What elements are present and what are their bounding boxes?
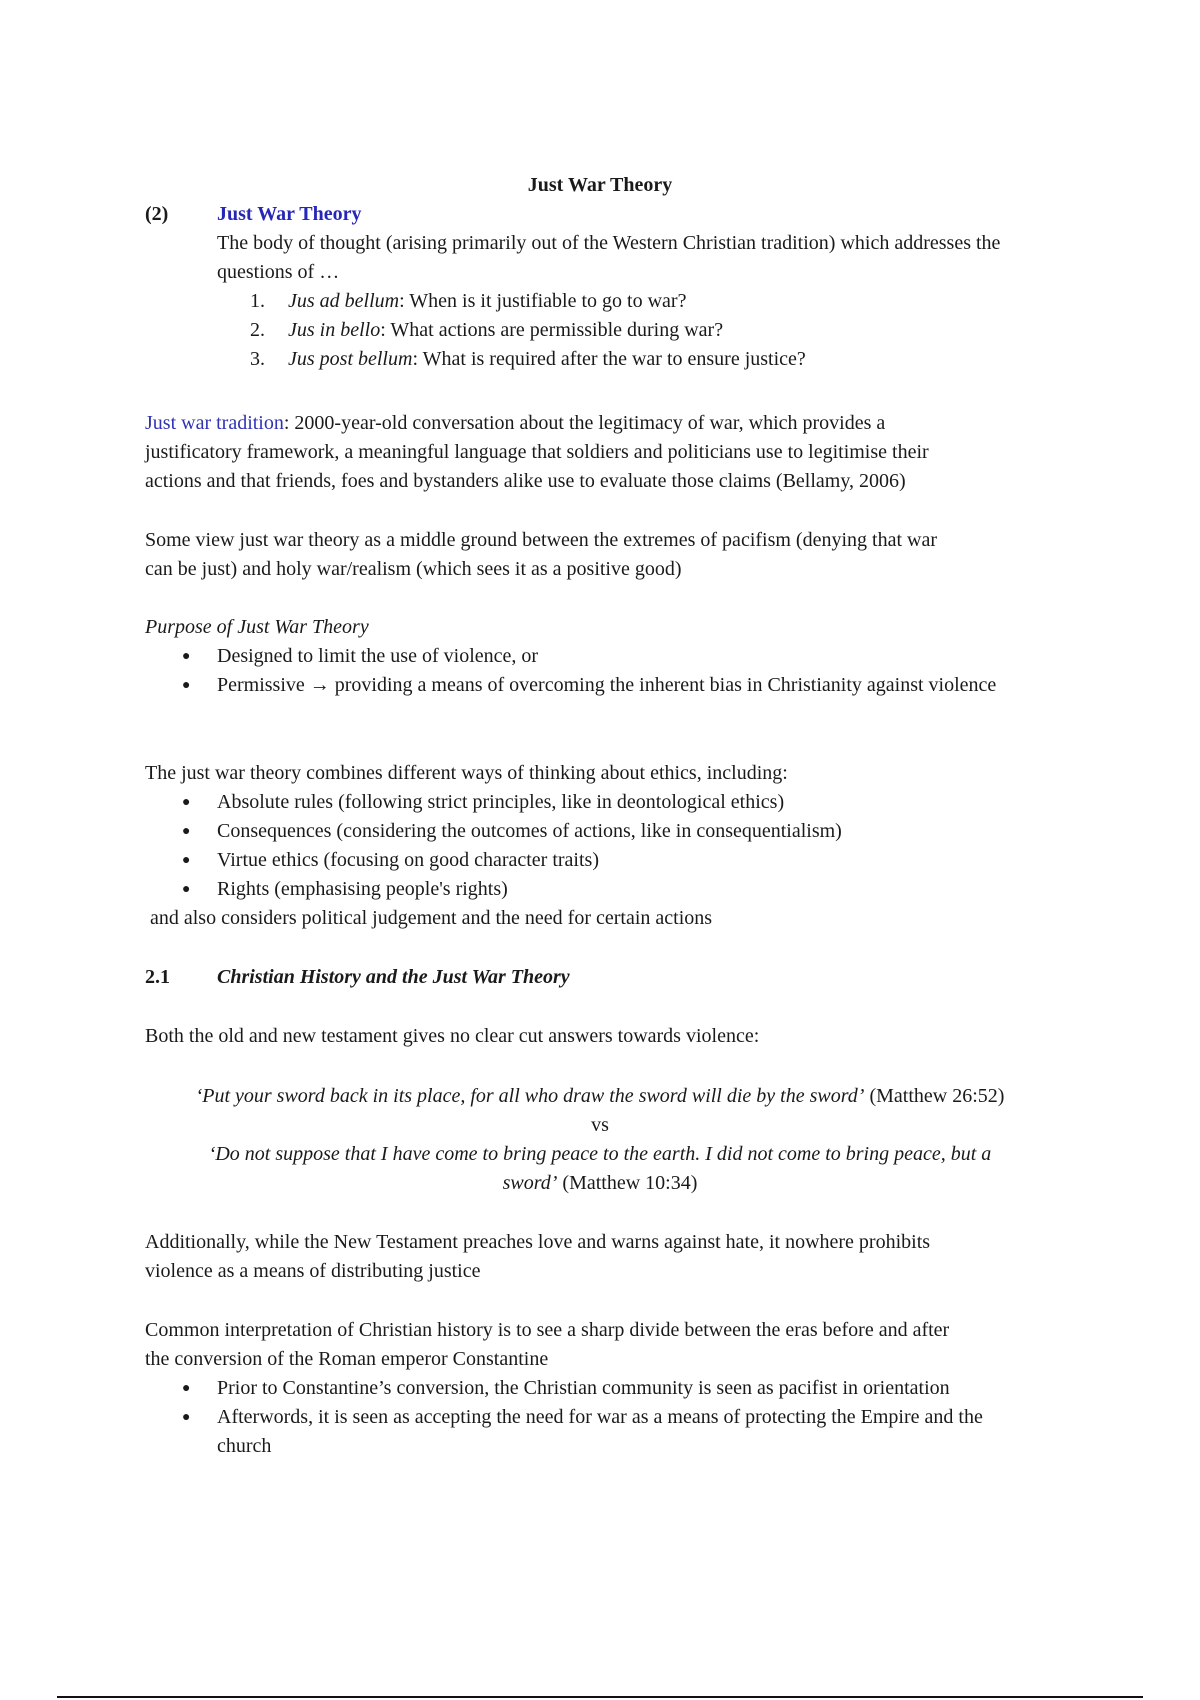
quote-line — [145, 1082, 1055, 1111]
question-term: Jus in bello — [288, 319, 381, 341]
middle-ground-line: can be just) and holy war/realism (which sees it as a positive good) — [145, 558, 682, 580]
subsection-heading: Christian History and the Just War Theory — [217, 966, 570, 988]
bullet-icon: ● — [182, 824, 191, 839]
versus-label: vs — [591, 1114, 609, 1136]
question-text: : When is it justifiable to go to war? — [399, 290, 687, 312]
question-term: Jus post bellum — [288, 348, 413, 370]
tradition-text: : 2000-year-old conversation about the legitimacy of war, which provides a — [283, 412, 886, 434]
quote-reference: (Matthew 10:34) — [557, 1172, 698, 1194]
list-item-text: Absolute rules (following strict principles, like in deontological ethics) — [217, 791, 785, 813]
tradition-line: justificatory framework, a meaningful language that soldiers and politicians use to legitimise their — [145, 441, 929, 463]
question-number: 1. — [250, 290, 265, 312]
quote-line — [145, 1169, 1055, 1198]
interpretation-line: Common interpretation of Christian history is to see a sharp divide between the eras before and after — [145, 1319, 950, 1341]
question-text: : What is required after the war to ensure justice? — [412, 348, 806, 370]
question-text: : What actions are permissible during war? — [380, 319, 724, 341]
footer-rule — [57, 1696, 1143, 1698]
question-item — [250, 287, 1050, 316]
ethics-outro: and also considers political judgement and the need for certain actions — [150, 907, 713, 929]
question-term: Jus ad bellum — [288, 290, 400, 312]
question-number: 2. — [250, 319, 265, 341]
ethics-intro: The just war theory combines different ways of thinking about ethics, including: — [145, 762, 788, 784]
question-number: 3. — [250, 348, 265, 370]
section-intro: The body of thought (arising primarily out of the Western Christian tradition) which addresses the questions of … — [217, 232, 1001, 283]
bullet-icon: ● — [182, 853, 191, 868]
additionally-line: violence as a means of distributing justice — [145, 1260, 481, 1282]
question-item — [250, 316, 1050, 345]
list-item-text: Designed to limit the use of violence, or — [217, 645, 539, 667]
bullet-icon: ● — [182, 882, 191, 897]
list-item-text: Permissive → providing a means of overcoming the inherent bias in Christianity against violence — [217, 674, 997, 696]
list-item-text: Consequences (considering the outcomes of actions, like in consequentialism) — [217, 820, 842, 842]
section-number: (2) — [145, 203, 169, 225]
section-heading: Just War Theory — [217, 203, 362, 225]
list-item-text: Afterwords, it is seen as accepting the need for war as a means of protecting the Empire and the church — [217, 1406, 983, 1457]
additionally-line: Additionally, while the New Testament preaches love and warns against hate, it nowhere prohibits — [145, 1231, 931, 1253]
list-item-text: Rights (emphasising people's rights) — [217, 878, 508, 900]
quote-text: sword’ — [502, 1172, 558, 1194]
document-title: Just War Theory — [527, 174, 673, 196]
bullet-icon: ● — [182, 1410, 191, 1425]
interpretation-line: the conversion of the Roman emperor Constantine — [145, 1348, 549, 1370]
tradition-line: actions and that friends, foes and bystanders alike use to evaluate those claims (Bellamy, 2006) — [145, 470, 906, 492]
tradition-term: Just war tradition — [145, 412, 284, 434]
subsection-number: 2.1 — [145, 966, 170, 988]
tradition-line — [145, 409, 1055, 438]
testament-intro: Both the old and new testament gives no clear cut answers towards violence: — [145, 1025, 760, 1047]
bullet-icon: ● — [182, 795, 191, 810]
bullet-icon: ● — [182, 678, 191, 693]
list-item-text: Prior to Constantine’s conversion, the Christian community is seen as pacifist in orientation — [217, 1377, 950, 1399]
quote-reference: (Matthew 26:52) — [864, 1085, 1005, 1107]
middle-ground-line: Some view just war theory as a middle ground between the extremes of pacifism (denying that war — [145, 529, 937, 551]
bullet-icon: ● — [182, 1381, 191, 1396]
list-item-text: Virtue ethics (focusing on good character traits) — [217, 849, 599, 871]
purpose-heading: Purpose of Just War Theory — [145, 616, 369, 638]
question-item — [250, 345, 1050, 374]
bullet-icon: ● — [182, 649, 191, 664]
quote-text: ‘Put your sword back in its place, for all who draw the sword will die by the sword’ — [195, 1085, 865, 1107]
quote-line: ‘Do not suppose that I have come to bring peace to the earth. I did not come to bring peace, but a — [208, 1143, 992, 1165]
